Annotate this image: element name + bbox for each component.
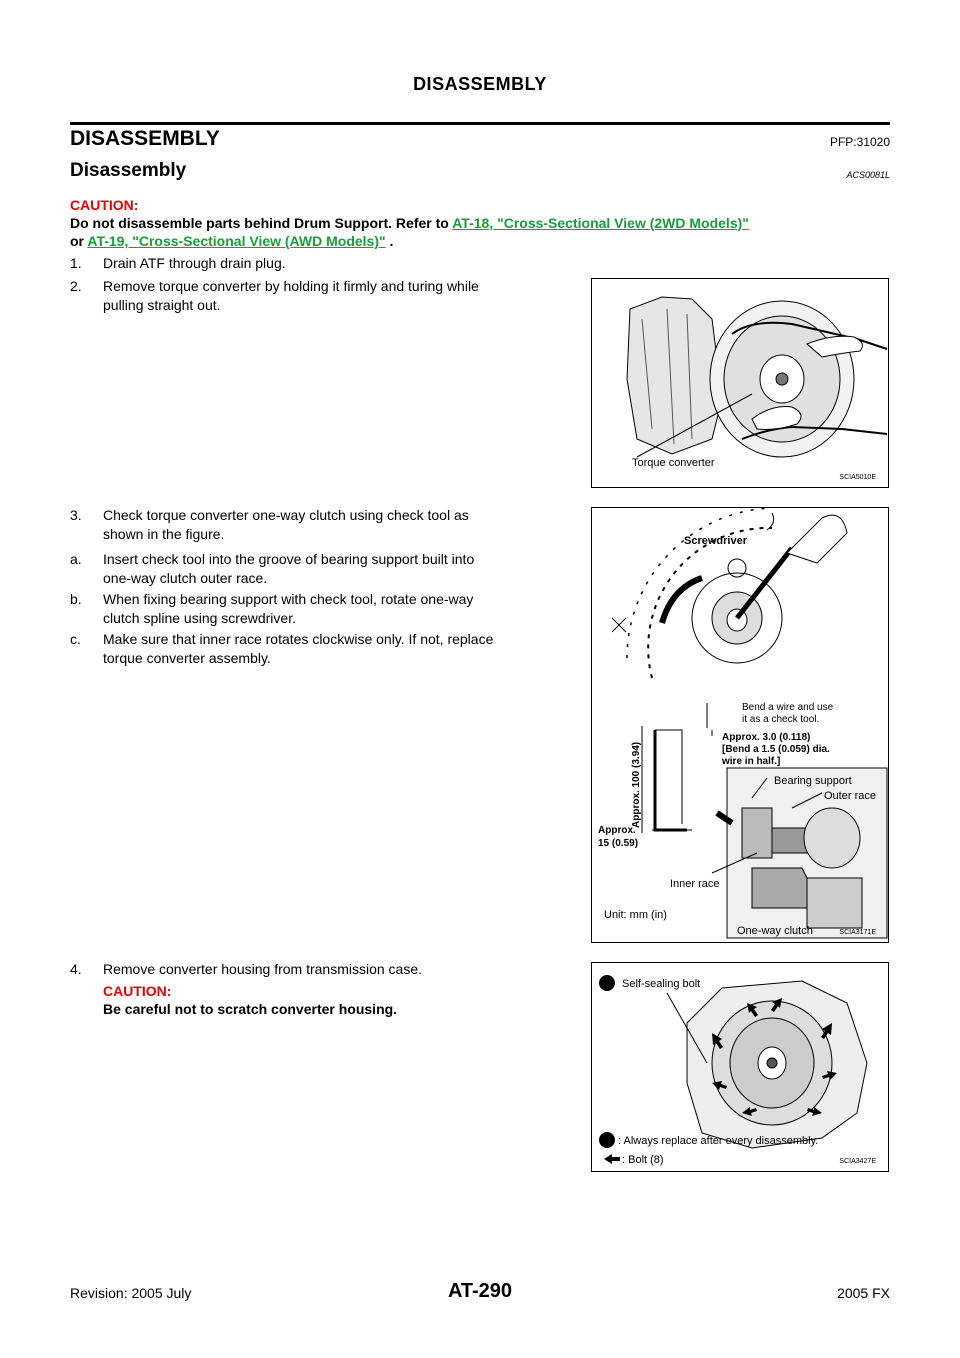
subsection-code: ACS0081L xyxy=(846,170,890,180)
label-dim-bottom1: Approx. xyxy=(598,825,636,836)
section-title: DISASSEMBLY xyxy=(70,127,220,150)
caution-text-line1 xyxy=(70,215,900,231)
footer-revision: Revision: 2005 July xyxy=(70,1285,192,1301)
page-header-title: DISASSEMBLY xyxy=(413,74,547,94)
torque-converter-illustration xyxy=(592,279,888,487)
step-text-cont: shown in the figure. xyxy=(103,526,225,542)
step-text-cont: clutch spline using screwdriver. xyxy=(103,610,296,626)
step-text: Drain ATF through drain plug. xyxy=(103,255,286,271)
step-number: 4. xyxy=(70,961,82,977)
step-text: Make sure that inner race rotates clockwise only. If not, replace xyxy=(103,631,494,647)
step-text-cont: torque converter assembly. xyxy=(103,650,271,666)
step-text: Check torque converter one-way clutch using check tool as xyxy=(103,507,469,523)
label-torque-converter: Torque converter xyxy=(632,457,715,469)
label-unit: Unit: mm (in) xyxy=(604,909,667,921)
figure-code: SCIA3171E xyxy=(839,929,876,936)
caution-text-line2 xyxy=(70,233,393,249)
step-number: 2. xyxy=(70,278,82,294)
figure-code: SCIA5010E xyxy=(839,474,876,481)
step-number: 3. xyxy=(70,507,82,523)
caution-text: Do not disassemble parts behind Drum Support. Refer to xyxy=(70,215,453,231)
step-number: c. xyxy=(70,631,81,647)
step-text: When fixing bearing support with check tool, rotate one-way xyxy=(103,591,474,607)
figure-torque-converter xyxy=(591,278,889,488)
figure-converter-housing xyxy=(591,962,889,1172)
label-bearing-support: Bearing support xyxy=(774,775,852,787)
label-one-way-clutch: One-way clutch xyxy=(737,925,813,937)
caution2-label: CAUTION: xyxy=(103,983,172,999)
header-rule xyxy=(70,122,890,125)
step-4 xyxy=(70,960,580,979)
label-tool-note2: it as a check tool. xyxy=(742,714,820,725)
step-3a xyxy=(70,550,580,588)
label-inner-race: Inner race xyxy=(670,878,720,890)
step-number: 1. xyxy=(70,255,82,271)
step-text-cont: pulling straight out. xyxy=(103,297,221,313)
section-code: PFP:31020 xyxy=(829,135,890,149)
step-3c xyxy=(70,630,580,668)
step-2 xyxy=(70,277,580,315)
label-tool-note1: Bend a wire and use xyxy=(742,702,834,713)
label-dim1: Approx. 3.0 (0.118) xyxy=(722,732,811,743)
step-3 xyxy=(70,506,580,544)
link-cross-section-2wd[interactable]: AT-18, "Cross-Sectional View (2WD Models)" xyxy=(452,215,749,231)
footer-model: 2005 FX xyxy=(837,1285,890,1301)
step-1 xyxy=(70,254,580,273)
converter-housing-illustration xyxy=(592,963,888,1171)
step-text: Remove converter housing from transmission case. xyxy=(103,961,423,977)
check-tool-illustration xyxy=(592,508,888,942)
figure-one-way-clutch-check xyxy=(591,507,889,943)
step-number: a. xyxy=(70,551,82,567)
step-text-cont: one-way clutch outer race. xyxy=(103,570,268,586)
label-dim3: wire in half.] xyxy=(722,756,781,767)
label-dim2: [Bend a 1.5 (0.059) dia. xyxy=(722,744,830,755)
label-outer-race: Outer race xyxy=(824,790,876,802)
caution2-text: Be careful not to scratch converter housing. xyxy=(103,1001,398,1017)
step-text: Insert check tool into the groove of bearing support built into xyxy=(103,551,475,567)
link-cross-section-awd[interactable]: AT-19, "Cross-Sectional View (AWD Models)" xyxy=(87,233,386,249)
step-3b xyxy=(70,590,580,628)
legend-always-replace: : Always replace after every disassembly. xyxy=(618,1135,819,1147)
label-self-sealing-bolt: Self-sealing bolt xyxy=(622,978,701,990)
step-number: b. xyxy=(70,591,82,607)
caution-label: CAUTION: xyxy=(70,197,139,213)
caution-or: or xyxy=(70,233,88,249)
step-text: Remove torque converter by holding it firmly and turing while xyxy=(103,278,479,294)
page-number: AT-290 xyxy=(447,1280,513,1302)
label-screwdriver: Screwdriver xyxy=(684,535,747,547)
label-dim-vertical: Approx. 100 (3.94) xyxy=(631,741,642,828)
caution-suffix: . xyxy=(385,233,394,249)
legend-bolt: : Bolt (8) xyxy=(622,1154,664,1166)
subsection-title: Disassembly xyxy=(70,160,187,181)
figure-code: SCIA3427E xyxy=(839,1158,876,1165)
label-dim-bottom2: 15 (0.59) xyxy=(598,838,639,849)
